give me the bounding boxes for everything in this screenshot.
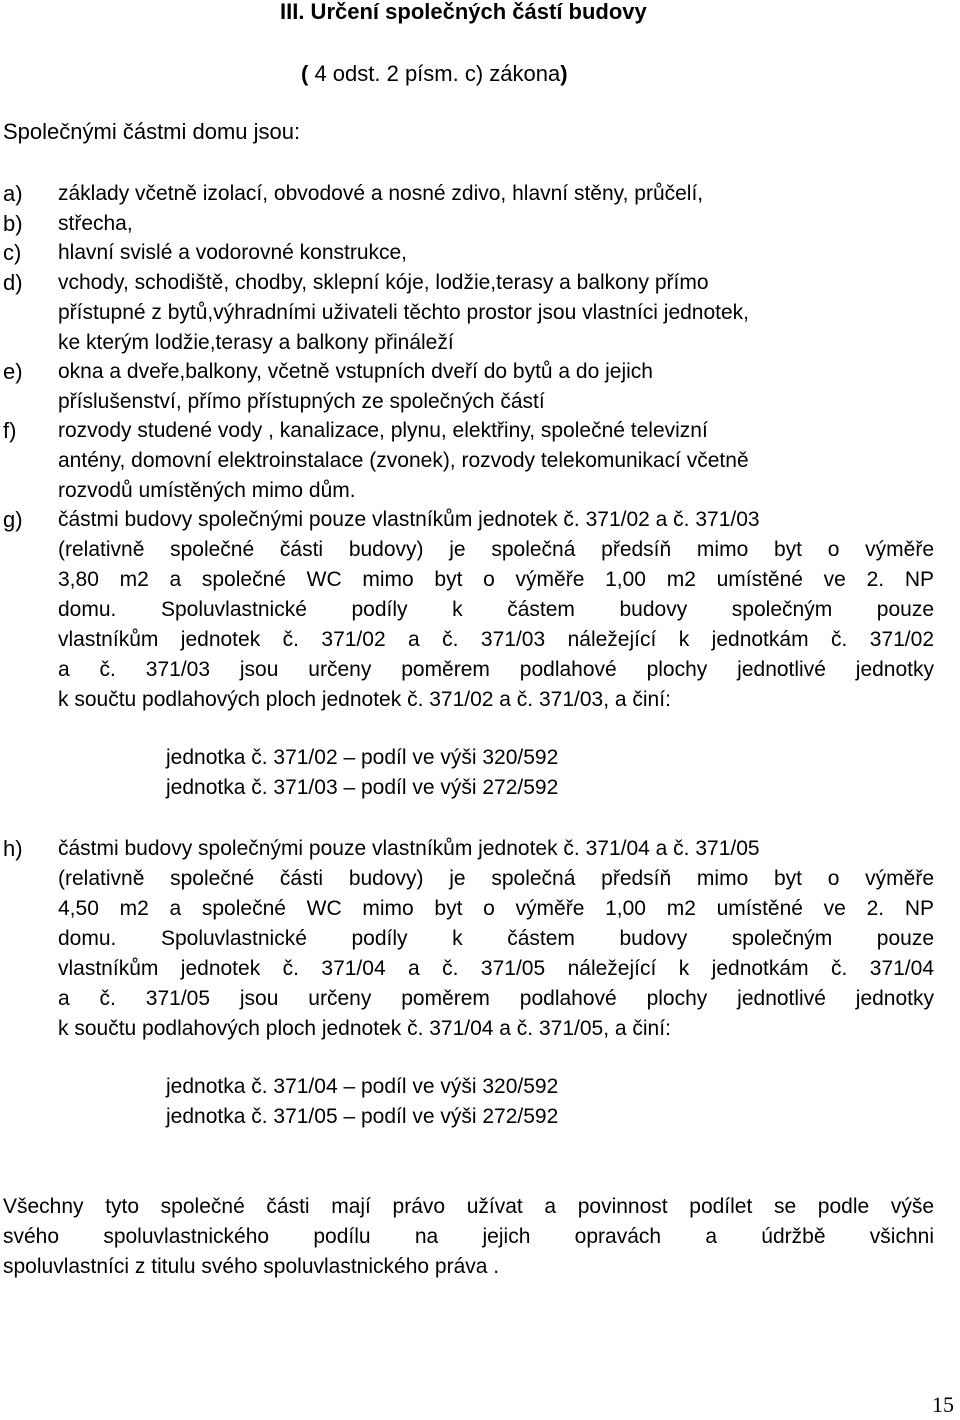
item-f-line: antény, domovní elektroinstalace (zvonek), rozvody telekomunikací včetně: [58, 449, 749, 472]
intro-text: Společnými částmi domu jsou:: [3, 119, 301, 144]
item-e-letter: e): [3, 359, 23, 384]
item-d-letter: d): [3, 270, 23, 295]
item-g-line: vlastníkům jednotek č. 371/02 a č. 371/03 náležející k jednotkám č. 371/02: [58, 628, 934, 651]
item-g-line: částmi budovy společnými pouze vlastníkům jednotek č. 371/02 a č. 371/03: [58, 508, 760, 531]
item-c-line: hlavní svislé a vodorovné konstrukce,: [58, 241, 408, 264]
item-a-text: [58, 179, 934, 209]
item-f-letter: f): [3, 418, 17, 443]
item-e-line: okna a dveře,balkony, včetně vstupních dveří do bytů a do jejich: [58, 360, 653, 383]
item-g-text: [58, 505, 934, 715]
section-title: III. Určení společných částí budovy: [280, 0, 647, 24]
item-d-line: ke kterým lodžie,terasy a balkony přináleží: [58, 331, 454, 354]
section-subtitle: [301, 59, 568, 89]
item-g-line: 3,80 m2 a společné WC mimo byt o výměře 1,00 m2 umístěné ve 2. NP: [58, 568, 934, 591]
item-b-line: střecha,: [58, 212, 133, 235]
closing-line: spoluvlastníci z titulu svého spoluvlastnického práva .: [3, 1255, 500, 1278]
closing-line: svého spoluvlastnického podílu na jejich opravách a údržbě všichni: [3, 1225, 934, 1248]
closing-paragraph: [3, 1192, 934, 1282]
item-c-text: [58, 238, 934, 268]
item-g-letter: g): [3, 507, 23, 532]
item-d-line: přístupné z bytů,výhradními uživateli těchto prostor jsou vlastníci jednotek,: [58, 301, 750, 324]
item-a-letter: a): [3, 181, 23, 206]
item-f-line: rozvodů umístěných mimo dům.: [58, 479, 356, 502]
page-number: 15: [932, 1392, 954, 1417]
item-e-text: [58, 357, 934, 417]
subtitle-legal-reference: 4 odst. 2 písm. c) zákona: [308, 61, 561, 86]
item-f-line: rozvody studené vody , kanalizace, plynu, elektřiny, společné televizní: [58, 419, 708, 442]
item-c-letter: c): [3, 240, 22, 265]
item-d-text: [58, 268, 934, 358]
share-line: jednotka č. 371/04 – podíl ve výši 320/592: [166, 1075, 559, 1098]
item-h-line: vlastníkům jednotek č. 371/04 a č. 371/05 náležející k jednotkám č. 371/04: [58, 957, 934, 980]
share-line: jednotka č. 371/03 – podíl ve výši 272/592: [166, 776, 559, 799]
closing-line: Všechny tyto společné části mají právo užívat a povinnost podílet se podle výše: [3, 1195, 934, 1218]
share-line: jednotka č. 371/05 – podíl ve výši 272/592: [166, 1105, 559, 1128]
item-a-line: základy včetně izolací, obvodové a nosné zdivo, hlavní stěny, průčelí,: [58, 182, 704, 205]
item-g-line: (relativně společné části budovy) je společná předsíň mimo byt o výměře: [58, 538, 934, 561]
item-h-line: k součtu podlahových ploch jednotek č. 371/04 a č. 371/05, a činí:: [58, 1017, 671, 1040]
item-e-line: příslušenství, přímo přístupných ze společných částí: [58, 390, 545, 413]
item-g-line: a č. 371/03 jsou určeny poměrem podlahové plochy jednotlivé jednotky: [58, 658, 934, 681]
subtitle-open-paren: (: [301, 61, 309, 86]
item-b-text: [58, 209, 934, 239]
item-d-line: vchody, schodiště, chodby, sklepní kóje, lodžie,terasy a balkony přímo: [58, 271, 709, 294]
item-h-line: a č. 371/05 jsou určeny poměrem podlahové plochy jednotlivé jednotky: [58, 987, 934, 1010]
item-b-letter: b): [3, 211, 23, 236]
item-h-line: domu. Spoluvlastnické podíly k částem budovy společným pouze: [58, 927, 934, 950]
subtitle-close-paren: ): [560, 61, 568, 86]
item-g-line: k součtu podlahových ploch jednotek č. 371/02 a č. 371/03, a činí:: [58, 688, 671, 711]
share-line: jednotka č. 371/02 – podíl ve výši 320/592: [166, 746, 559, 769]
item-h-line: 4,50 m2 a společné WC mimo byt o výměře 1,00 m2 umístěné ve 2. NP: [58, 897, 934, 920]
item-f-text: [58, 416, 934, 506]
item-h-letter: h): [3, 836, 23, 861]
item-h-line: (relativně společné části budovy) je společná předsíň mimo byt o výměře: [58, 867, 934, 890]
item-h-line: částmi budovy společnými pouze vlastníkům jednotek č. 371/04 a č. 371/05: [58, 837, 760, 860]
item-g-line: domu. Spoluvlastnické podíly k částem budovy společným pouze: [58, 598, 934, 621]
item-h-text: [58, 834, 934, 1044]
